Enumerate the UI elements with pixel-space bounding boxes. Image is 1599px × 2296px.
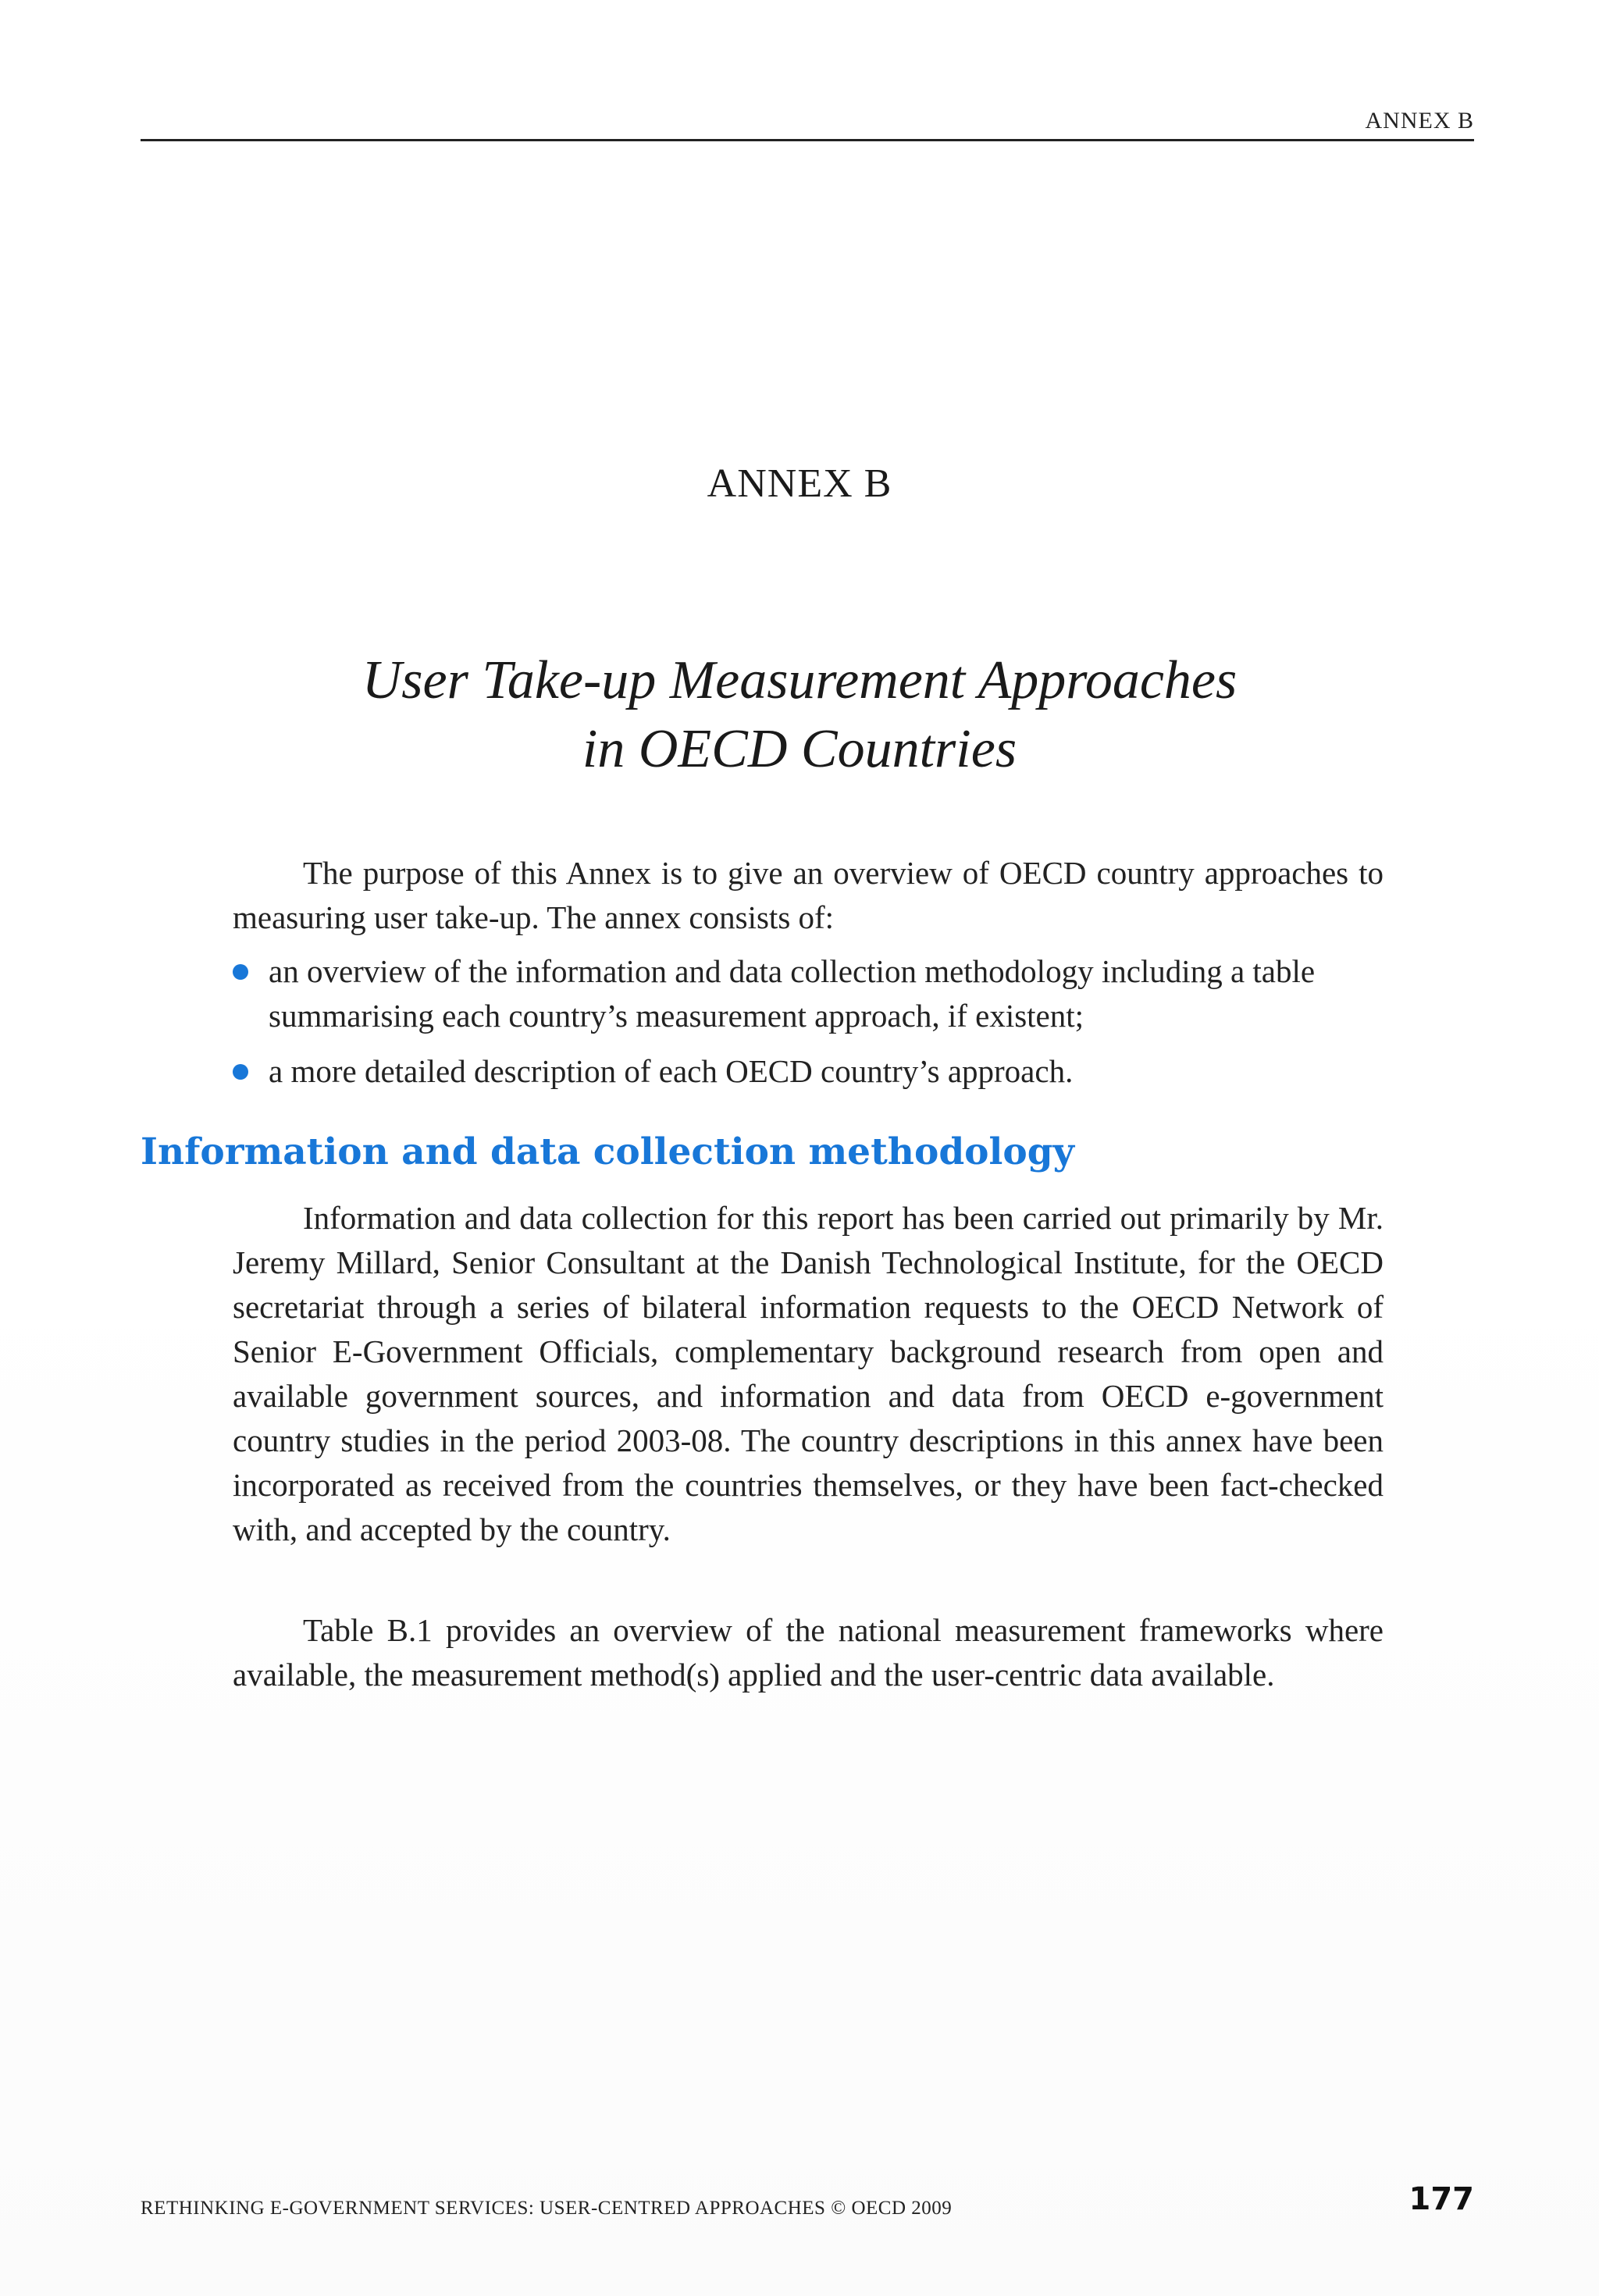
methodology-block [233, 1196, 1384, 1552]
bullet-icon [233, 964, 248, 980]
table-overview-block [233, 1608, 1384, 1697]
bullet-icon [233, 1064, 248, 1080]
title-line-2: in OECD Countries [582, 719, 1017, 779]
running-head: ANNEX B [1365, 108, 1474, 133]
intro-bullet-list [233, 949, 1384, 1105]
bullet-text: a more detailed description of each OECD country’s approach. [269, 1053, 1074, 1089]
methodology-paragraph: Information and data collection for this report has been carried out primarily by Mr. Jeremy Millard, Senior Consultant at the Danish Technological Institute, for the OECD secretariat through a series of bilateral information requests to the OECD Network of Senior E-Government Officials, complementary background research from open and available government sources, and information and data from OECD e-government country studies in the period 2003-08. The country descriptions in this annex have been incorporated as received from the countries themselves, or they have been fact-checked with, and accepted by the country. [233, 1200, 1384, 1547]
table-overview-paragraph: Table B.1 provides an overview of the national measurement frameworks where available, the measurement method(s) applied and the user-centric data available. [233, 1612, 1384, 1693]
page-number: 177 [1408, 2181, 1474, 2217]
list-item [233, 949, 1384, 1038]
page-title [0, 646, 1599, 784]
title-line-1: User Take-up Measurement Approaches [361, 650, 1238, 710]
annex-label: ANNEX B [707, 461, 892, 506]
header-rule [141, 139, 1474, 141]
list-item [233, 1049, 1384, 1094]
footer-publication: RETHINKING E-GOVERNMENT SERVICES: USER-CENTRED APPROACHES © OECD 2009 [141, 2198, 953, 2219]
intro-block [233, 851, 1384, 940]
bullet-text: an overview of the information and data collection methodology including a table summarising each country’s measurement approach, if existent; [269, 953, 1316, 1034]
intro-paragraph: The purpose of this Annex is to give an overview of OECD country approaches to measuring user take-up. The annex consists of: [233, 855, 1384, 935]
section-heading: Information and data collection methodology [141, 1130, 1074, 1173]
